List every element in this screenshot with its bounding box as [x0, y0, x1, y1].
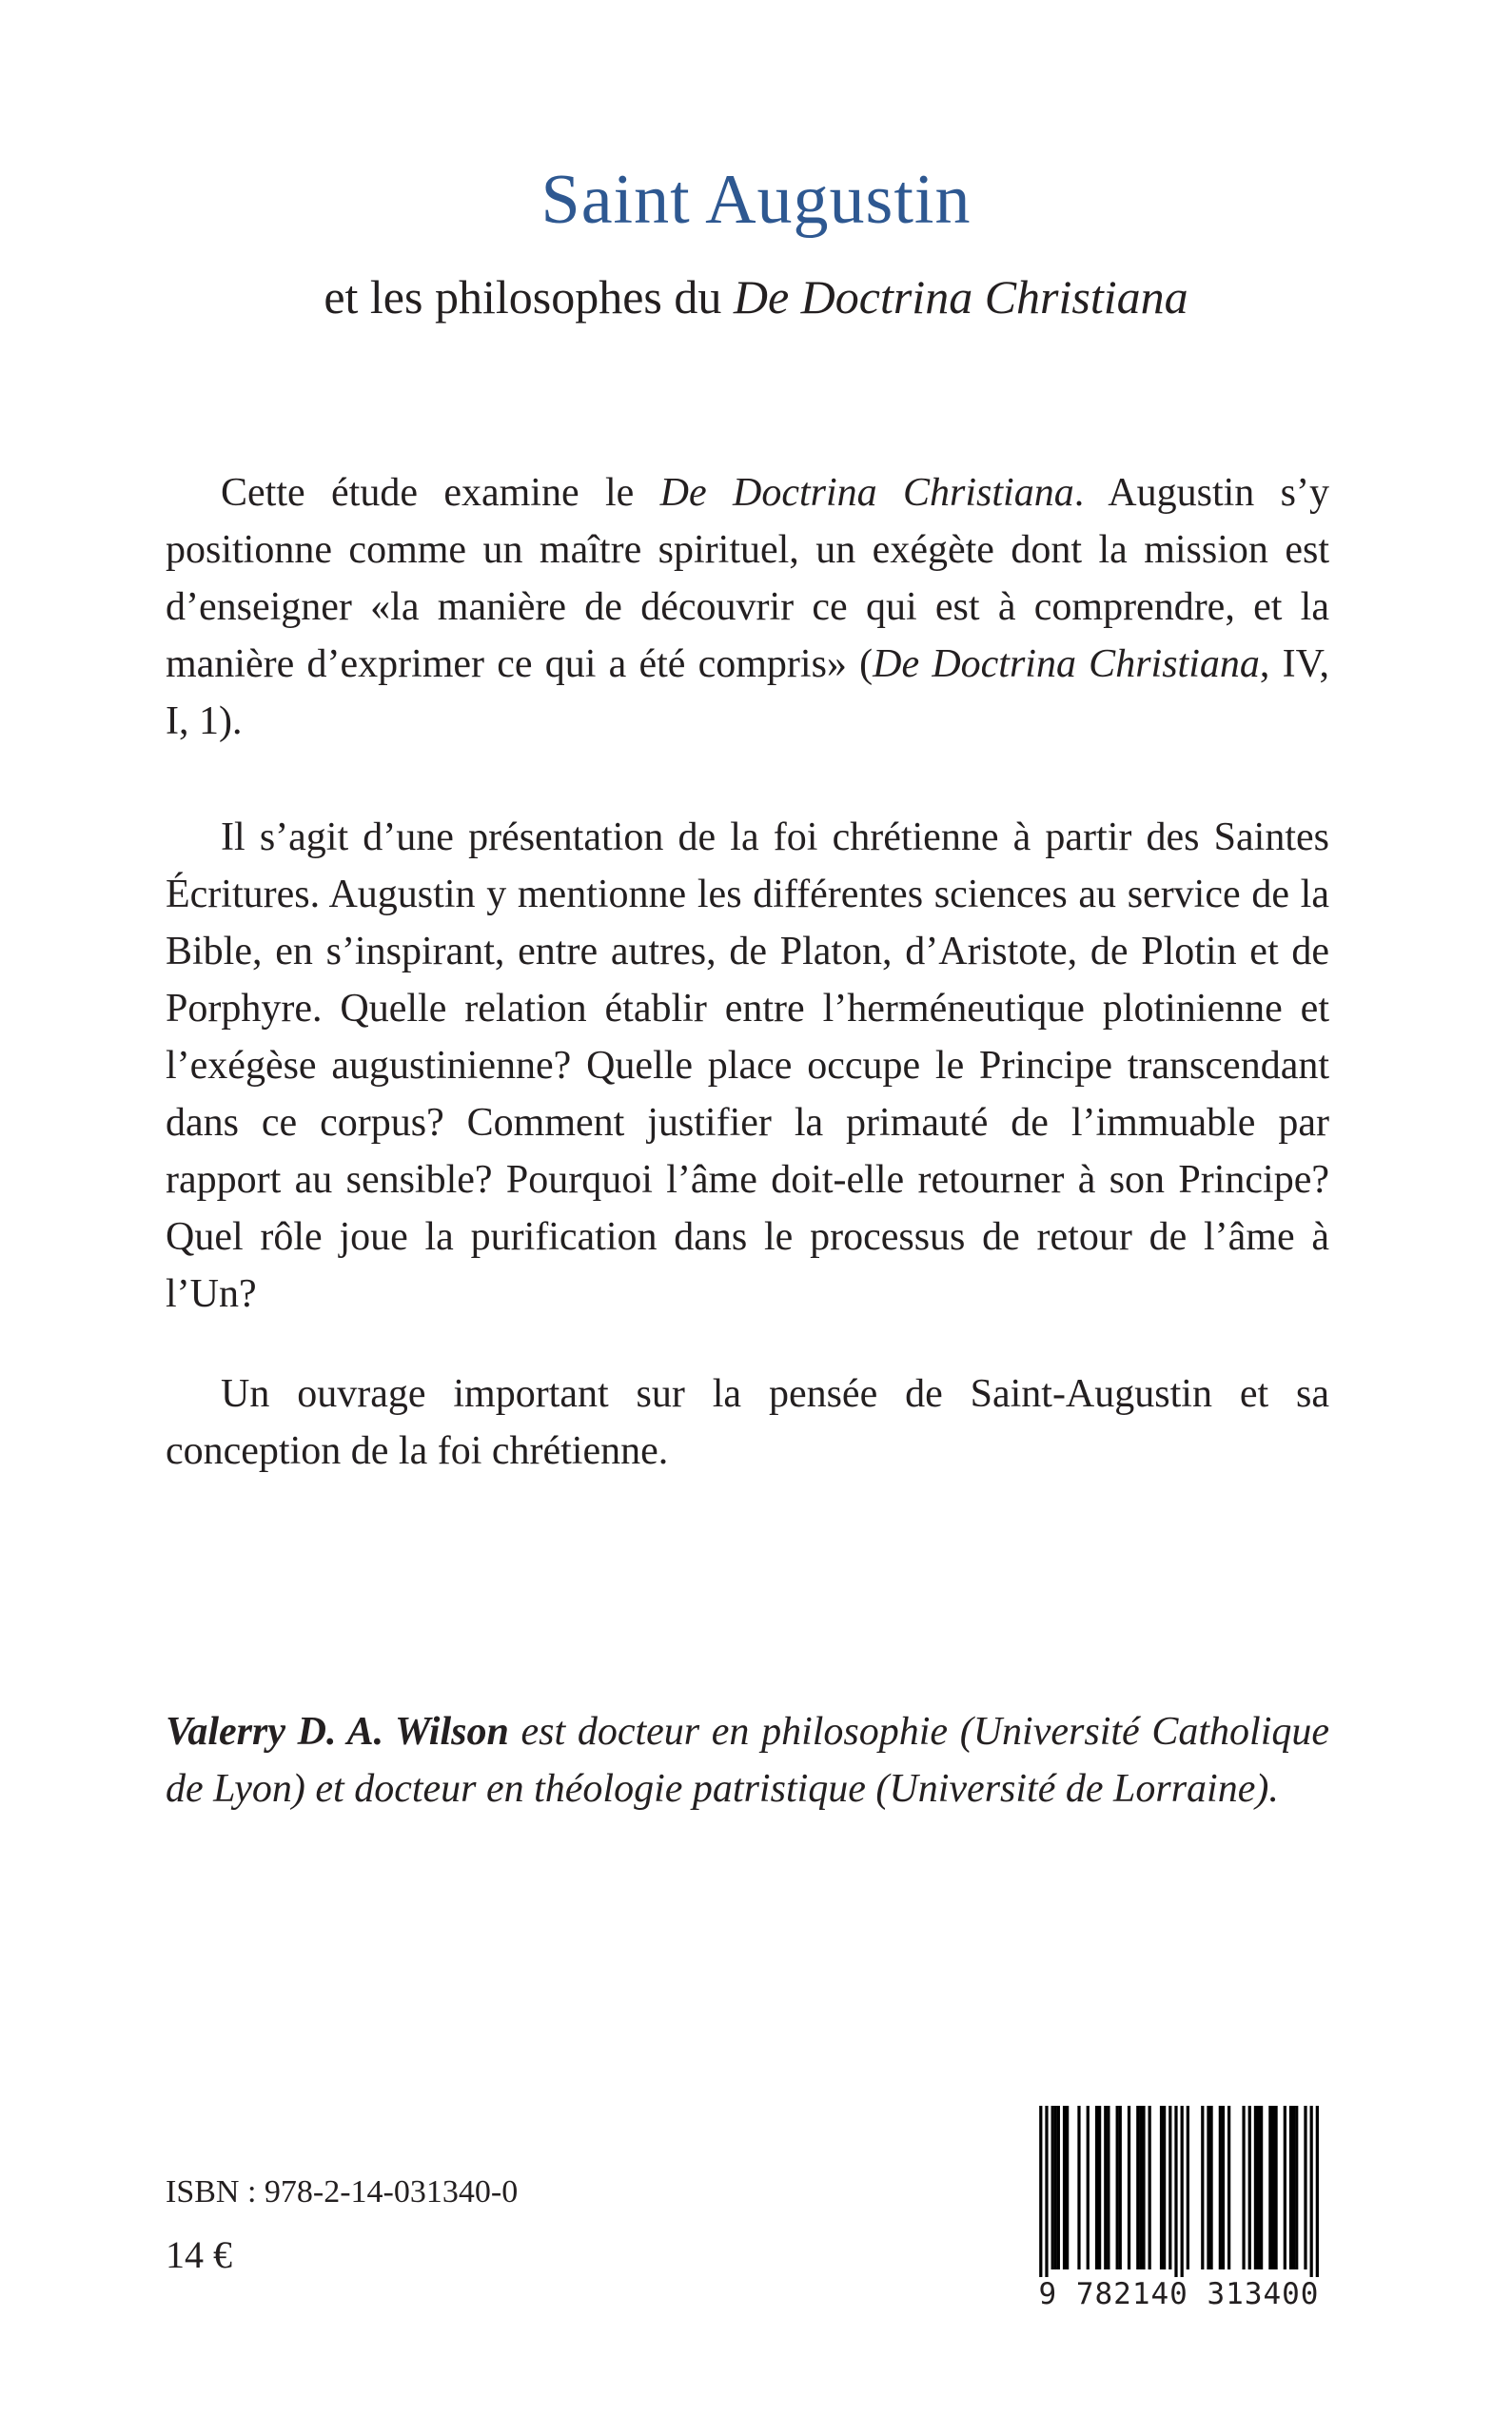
- subtitle-prefix: et les philosophes du: [324, 270, 734, 324]
- description-paragraph-3: Un ouvrage important sur la pensée de Saint-Augustin et sa conception de la foi chrétienne.: [166, 1372, 1329, 1473]
- barcode-bar: [1242, 2106, 1245, 2269]
- barcode-bar: [1289, 2106, 1292, 2269]
- barcode-bar: [1087, 2106, 1090, 2269]
- p1-part-e: , IV, I, 1).: [166, 642, 1330, 743]
- barcode-bar: [1163, 2106, 1166, 2269]
- subtitle-work-title: De Doctrina Christiana: [733, 270, 1188, 324]
- barcode-bars: [1033, 2106, 1325, 2279]
- barcode-bar: [1160, 2106, 1163, 2269]
- price-text: 14 €: [166, 2233, 232, 2276]
- barcode-bar: [1284, 2106, 1286, 2269]
- barcode-bar: [1292, 2106, 1295, 2269]
- barcode-bar: [1142, 2106, 1145, 2269]
- barcode-bar: [1181, 2106, 1184, 2279]
- barcode-bar: [1119, 2106, 1122, 2269]
- barcode-bar: [1104, 2106, 1107, 2269]
- barcode-bar: [1257, 2106, 1260, 2269]
- barcode-bar: [1268, 2106, 1271, 2269]
- book-subtitle: [0, 269, 1512, 324]
- barcode-bar: [1128, 2106, 1130, 2269]
- barcode-bar: [1095, 2106, 1098, 2269]
- author-name: Valerry D. A. Wilson: [166, 1710, 509, 1754]
- author-bio-text: est docteur en philosophie (Université Catholique de Lyon) et docteur en théologie patristique (Université de Lorraine).: [166, 1710, 1329, 1811]
- barcode-bar: [1066, 2106, 1069, 2269]
- barcode-bar: [1201, 2106, 1204, 2269]
- barcode-bar: [1063, 2106, 1066, 2269]
- barcode-bar: [1136, 2106, 1139, 2269]
- barcode-bar: [1304, 2106, 1306, 2269]
- barcode-bar: [1039, 2106, 1042, 2279]
- p1-part-c: . Augustin s’y positionne comme un maître spirituel, un exégète dont la mission est d’enseigner «la manière de découvrir ce qui est à comprendre, et la manière d’exprimer ce qui a été compris» (: [166, 471, 1329, 686]
- book-title: Saint Augustin: [540, 161, 972, 239]
- barcode-bar: [1271, 2106, 1274, 2269]
- description-paragraph-2: Il s’agit d’une présentation de la foi chrétienne à partir des Saintes Écritures. Augustin y mentionne les différentes sciences au service de la Bible, en s’inspirant, entre autres, de Platon, d’Aristote, de Plotin et de Porphyre. Quelle relation établir entre l’herméneutique plotinienne et l’exégèse augustinienne? Quelle place occupe le Principe transcendant dans ce corpus? Comment justifier la primauté de l’immuable par rapport au sensible? Pourquoi l’âme doit-elle retourner à son Principe? Quel rôle joue la purification dans le processus de retour de l’âme à l’Un?: [166, 815, 1329, 1316]
- isbn-text: ISBN : 978-2-14-031340-0: [166, 2174, 519, 2210]
- barcode-bar: [1149, 2106, 1151, 2269]
- barcode-bar: [1222, 2106, 1225, 2269]
- p1-work-title-2: De Doctrina Christiana: [873, 642, 1260, 686]
- barcode-bar: [1248, 2106, 1251, 2269]
- barcode-bar: [1187, 2106, 1189, 2269]
- barcode-bar: [1207, 2106, 1209, 2269]
- barcode-bar: [1098, 2106, 1101, 2269]
- p1-work-title-1: De Doctrina Christiana: [659, 471, 1074, 515]
- barcode-bar: [1209, 2106, 1212, 2269]
- author-bio: [166, 1703, 1329, 1817]
- barcode-bar: [1077, 2106, 1080, 2269]
- barcode-bar: [1051, 2106, 1054, 2269]
- barcode-bar: [1274, 2106, 1277, 2269]
- barcode-bar: [1260, 2106, 1263, 2269]
- barcode-bar: [1045, 2106, 1048, 2279]
- barcode-bar: [1219, 2106, 1222, 2269]
- barcode-bar: [1107, 2106, 1109, 2269]
- barcode-bar: [1139, 2106, 1142, 2269]
- barcode-bar: [1054, 2106, 1057, 2269]
- barcode-bar: [1057, 2106, 1060, 2269]
- barcode-bar: [1254, 2106, 1257, 2269]
- p1-part-a: Cette étude examine le: [221, 471, 660, 515]
- barcode-bar: [1168, 2106, 1171, 2269]
- barcode-bar: [1227, 2106, 1230, 2269]
- barcode-bar: [1116, 2106, 1119, 2269]
- barcode-bar: [1295, 2106, 1298, 2269]
- description-paragraph-1: [166, 464, 1329, 750]
- barcode-bar: [1310, 2106, 1313, 2279]
- barcode-digits: 9 782140 313400: [1033, 2277, 1325, 2311]
- barcode-bar: [1316, 2106, 1319, 2279]
- barcode-bar: [1174, 2106, 1177, 2279]
